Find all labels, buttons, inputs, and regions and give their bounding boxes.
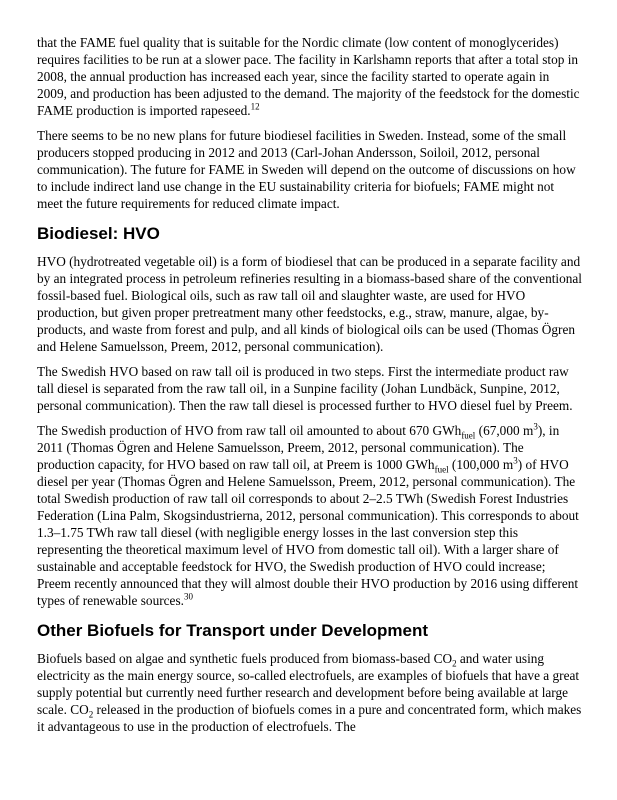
heading-other-biofuels: Other Biofuels for Transport under Development (37, 621, 429, 640)
footnote-ref: 12 (250, 101, 260, 112)
footnote-ref: 30 (183, 591, 193, 602)
paragraph-no-new-plans: There seems to be no new plans for future biodiesel facilities in Sweden. Instead, some of the small producers stopped producing in 2012 and 2013 (Carl-Johan Andersson, Soiloil, 2012, personal communication). The future for FAME in Sweden will depend on the outcome of discussions on how to include indirect land use change in the EU sustainability criteria for biofuels; FAME might not meet the future requirements for reduced climate impact. (37, 128, 576, 211)
paragraph-electrofuels: Biofuels based on algae and synthetic fuels produced from biomass-based $CO_2$ and water using electricity as the main energy source, so-called electrofuels, are examples of biofuels that have a great supply potential but currently need further research and development before being available at large scale. $CO_2$ released in the production of biofuels comes in a pure and concentrated form, which makes it advantageous to use in the production of electrofuels. The (37, 651, 582, 734)
paragraph-hvo-production: The Swedish production of HVO from raw tall oil amounted to about 670 GWh$_{fuel}$ (67,000 $m^3$), in 2011 (Thomas Ögren and Helene Samuelsson, Preem, 2012, personal communication). The production capacity, for HVO based on raw tall oil, at Preem is 1000 GWh$_{fuel}$ (100,000 $m^3$) of HVO diesel per year (Thomas Ögren and Helene Samuelsson, Preem, 2012, personal communication). The total Swedish production of raw tall oil corresponds to about 2–2.5 TWh (Swedish Forest Industries Federation (Lina Palm, Skogsindustrierna, 2012, personal communication). This corresponds to about 1.3–1.75 TWh raw tall diesel (with negligible energy losses in the last conversion step this representing the theoretical maximum level of HVO from domestic tall oil). With a larger share of sustainable and acceptable feedstock for HVO, the Swedish production of HVO could increase; Preem recently announced that they will almost double their HVO production by 2016 using different types of renewable sources.$^{30}$ (37, 421, 579, 608)
paragraph-hvo-two-steps: The Swedish HVO based on raw tall oil is produced in two steps. First the intermediate product raw tall diesel is separated from the raw tall oil, in a Sunpine facility (Johan Lundbäck, Sunpine, 2012, personal communication). Then the raw tall diesel is processed further to HVO diesel fuel by Preem. (37, 364, 573, 413)
paragraph-hvo-definition: HVO (hydrotreated vegetable oil) is a form of biodiesel that can be produced in a separate facility and by an integrated process in petroleum refineries resulting in a biomass-based share of the conventional fossil-based fuel. Biological oils, such as raw tall oil and slaughter waste, are used for HVO production, but given proper pretreatment many other feedstocks, e.g., straw, manure, algae, by-products, and waste from forest and pulp, and all kinds of biological oils can be used (Thomas Ögren and Helene Samuelsson, Preem, 2012, personal communication). (37, 254, 582, 354)
heading-biodiesel-hvo: Biodiesel: HVO (37, 224, 160, 243)
document-page (37, 34, 582, 743)
paragraph-fame-quality: that the FAME fuel quality that is suitable for the Nordic climate (low content of monoglycerides) requires facilities to be run at a slower pace. The facility in Karlshamn reports that after a total stop in 2008, the annual production has increased each year, since the facility started to operate again in 2009, and production has been adjusted to the demand. The majority of the feedstock for the domestic FAME production is imported rapeseed.$^{12}$ (37, 35, 580, 118)
